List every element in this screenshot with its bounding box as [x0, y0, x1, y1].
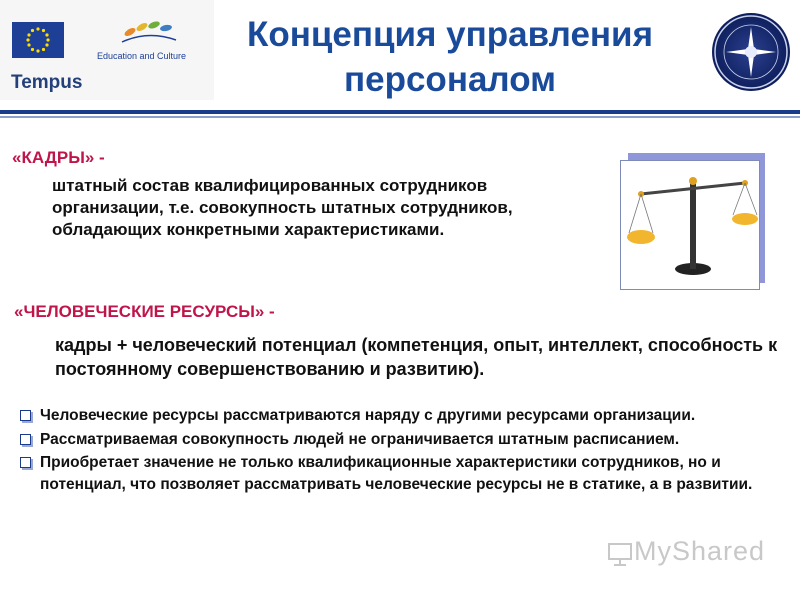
page-title-line2: персоналом [343, 60, 557, 99]
page-title [200, 12, 700, 102]
term-kadry: «КАДРЫ» - [12, 148, 105, 167]
list-item [18, 429, 788, 451]
square-bullet-icon [20, 457, 31, 468]
bullet-list [18, 405, 788, 497]
term-human-resources: «ЧЕЛОВЕЧЕСКИЕ РЕСУРСЫ» - [14, 302, 275, 321]
scales-icon [620, 160, 760, 290]
education-culture-logo-text: Education and Culture [97, 51, 187, 61]
presentation-watermark-icon [607, 541, 633, 572]
square-bullet-icon [20, 410, 31, 421]
header-divider [0, 110, 800, 114]
definition-human-resources: кадры + человеческий потенциал (компетенция, опыт, интеллект, способность к постоянному совершенствованию и развитию). [55, 335, 778, 379]
list-item [18, 405, 788, 427]
page-title-line1: Концепция управления [246, 15, 653, 54]
eu-flag-icon [12, 22, 64, 58]
square-bullet-icon [20, 434, 31, 445]
list-item-text: Приобретает значение не только квалификационные характеристики сотрудников, но и потенциал, что позволяет рассматривать человеческие ресурсы не в статике, а в развитии. [40, 454, 753, 493]
definition-kadry: штатный состав квалифицированных сотрудников организации, т.е. совокупность штатных сотрудников, обладающих конкретными характеристиками. [52, 176, 513, 239]
list-item-text: Человеческие ресурсы рассматриваются наряду с другими ресурсами организации. [40, 407, 696, 424]
watermark-label: MyShared [634, 536, 766, 566]
list-item-text: Рассматриваемая совокупность людей не ограничивается штатным расписанием. [40, 430, 680, 448]
header-divider-thin [0, 116, 800, 118]
education-culture-logo-icon [118, 18, 178, 46]
tempus-logo-text: Tempus [11, 72, 83, 93]
university-seal-icon [712, 13, 790, 91]
list-item [18, 452, 788, 495]
